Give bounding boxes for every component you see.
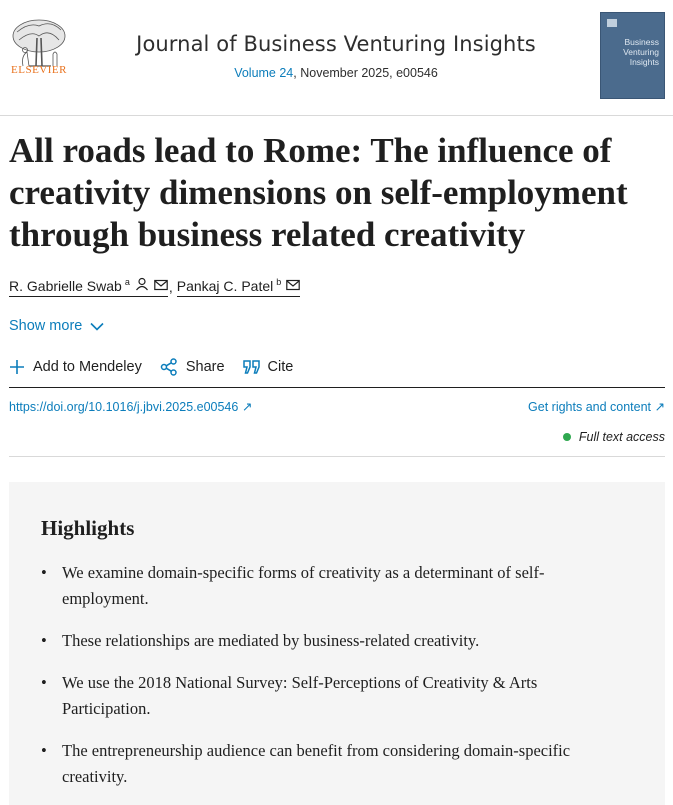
doi-link[interactable] bbox=[9, 399, 252, 414]
doi-text: https://doi.org/10.1016/j.jbvi.2025.e00546 bbox=[9, 400, 239, 414]
show-more-label: Show more bbox=[9, 318, 83, 334]
share-icon bbox=[160, 358, 178, 376]
author-name: R. Gabrielle Swab bbox=[9, 277, 122, 294]
journal-title[interactable]: Journal of Business Venturing Insights bbox=[136, 32, 536, 56]
cite-label: Cite bbox=[267, 359, 294, 375]
access-indicator bbox=[563, 430, 665, 444]
article-title: All roads lead to Rome: The influence of creativity dimensions on self-employment through business related creativity bbox=[9, 131, 628, 254]
add-to-mendeley-button[interactable] bbox=[9, 356, 142, 378]
access-status-dot-icon bbox=[563, 433, 571, 441]
access-label: Full text access bbox=[578, 430, 665, 444]
cover-logo-icon bbox=[607, 19, 617, 27]
email-icon bbox=[154, 278, 168, 294]
mendeley-label: Add to Mendeley bbox=[33, 359, 142, 375]
list-item: • We examine domain-specific forms of creativity as a determinant of self-employment. bbox=[41, 560, 581, 612]
list-item: • These relationships are mediated by business-related creativity. bbox=[41, 628, 581, 654]
author-link-2[interactable] bbox=[177, 278, 301, 297]
article-actions-bar bbox=[9, 356, 665, 388]
external-link-icon: ↗ bbox=[241, 400, 253, 414]
author-name: Pankaj C. Patel bbox=[176, 277, 274, 294]
cite-button[interactable] bbox=[243, 356, 294, 378]
list-item: • The entrepreneurship audience can benefit from considering domain-specific creativity. bbox=[41, 738, 581, 790]
share-button[interactable] bbox=[160, 356, 225, 378]
show-more-button[interactable] bbox=[9, 318, 104, 334]
cover-title: Business Venturing Insights bbox=[623, 37, 659, 67]
plus-icon bbox=[9, 359, 25, 375]
rights-and-content-link[interactable] bbox=[528, 399, 665, 414]
issue-date: , November 2025, e00546 bbox=[293, 66, 438, 80]
author-affiliation-sup: b bbox=[276, 276, 282, 287]
journal-cover-thumbnail[interactable] bbox=[600, 12, 665, 99]
highlights-panel bbox=[9, 482, 665, 805]
highlights-list bbox=[41, 560, 581, 805]
publisher-name: ELSEVIER bbox=[11, 64, 67, 76]
quote-icon bbox=[243, 360, 260, 374]
author-separator: , bbox=[168, 279, 173, 295]
person-icon bbox=[135, 277, 149, 294]
share-label: Share bbox=[185, 359, 225, 375]
email-icon bbox=[286, 278, 300, 294]
author-list bbox=[9, 277, 300, 297]
chevron-down-icon bbox=[90, 322, 104, 331]
journal-issue-info bbox=[80, 66, 592, 80]
highlights-heading: Highlights bbox=[41, 516, 135, 540]
external-link-icon: ↗ bbox=[654, 400, 665, 414]
list-item: • We use the 2018 National Survey: Self-Perceptions of Creativity & Arts Participation. bbox=[41, 670, 581, 722]
journal-header bbox=[0, 0, 673, 116]
author-affiliation-sup: a bbox=[124, 276, 130, 287]
volume-link[interactable]: Volume 24 bbox=[234, 66, 294, 80]
rights-text: Get rights and content bbox=[528, 400, 652, 414]
author-link-1[interactable] bbox=[9, 277, 168, 297]
section-divider bbox=[9, 456, 665, 457]
